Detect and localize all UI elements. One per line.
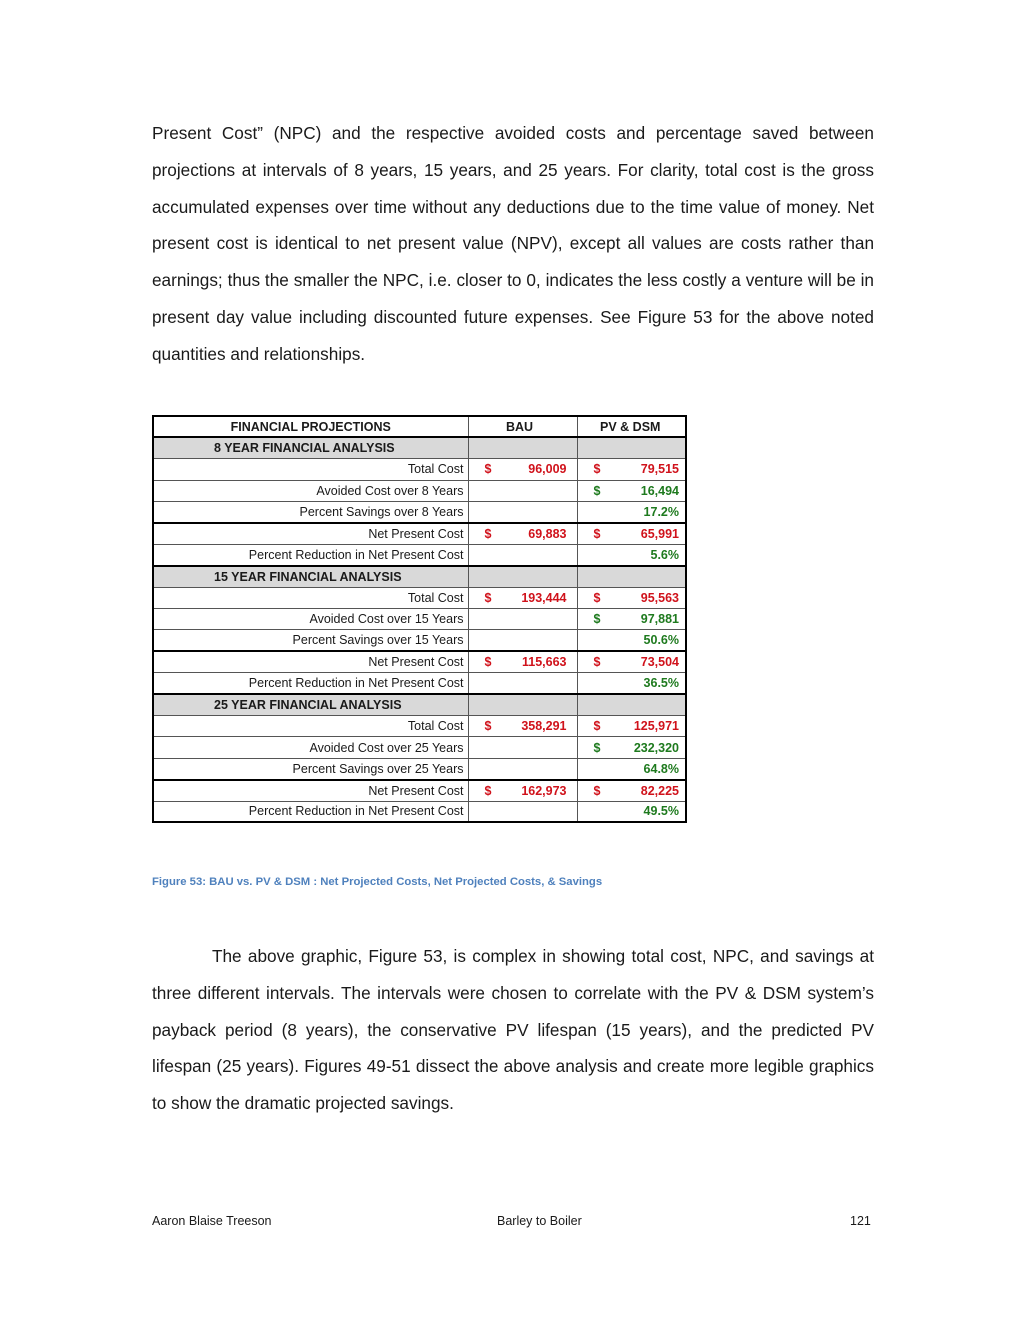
row-label: Percent Savings over 25 Years — [153, 758, 468, 779]
bau-value — [468, 673, 577, 694]
row-label: Total Cost — [153, 459, 468, 480]
row-label: Net Present Cost — [153, 651, 468, 672]
row-label: Avoided Cost over 25 Years — [153, 737, 468, 758]
value: 97,881 — [640, 612, 679, 627]
bau-value — [468, 651, 577, 672]
dollar-sign: $ — [593, 740, 601, 755]
value: 16,494 — [640, 483, 679, 498]
table-row — [153, 673, 686, 694]
section-row-15-year — [153, 566, 686, 587]
bau-value — [468, 737, 577, 758]
header-financial-projections: FINANCIAL PROJECTIONS — [153, 416, 468, 437]
dollar-sign: $ — [593, 526, 601, 541]
header-bau: BAU — [468, 416, 577, 437]
figure-caption: Figure 53: BAU vs. PV & DSM : Net Projected Costs, Net Projected Costs, & Savings — [152, 876, 603, 888]
footer-title: Barley to Boiler — [497, 1214, 582, 1228]
bau-value — [468, 609, 577, 630]
value: 162,973 — [521, 783, 567, 798]
value: 79,515 — [640, 462, 679, 477]
pv-value — [577, 523, 686, 544]
bau-value — [468, 544, 577, 565]
table-row — [153, 587, 686, 608]
pv-value — [577, 587, 686, 608]
section-title: 25 YEAR FINANCIAL ANALYSIS — [153, 694, 468, 715]
body-paragraph-2: The above graphic, Figure 53, is complex in showing total cost, NPC, and savings at three different intervals. The intervals were chosen to correlate with the PV & DSM system’s payback period (8 years), the conservative PV lifespan (15 years), and the predicted PV lifespan (25 years). Figures 49-51 dissect the above analysis and create more legible graphics to show the dramatic projected savings. — [152, 946, 874, 1114]
dollar-sign: $ — [484, 462, 492, 477]
bau-value — [468, 780, 577, 801]
dollar-sign: $ — [484, 719, 492, 734]
bau-value — [468, 630, 577, 651]
bau-value — [468, 587, 577, 608]
pv-value — [577, 737, 686, 758]
pv-value — [577, 480, 686, 501]
pv-value — [577, 715, 686, 736]
table-row — [153, 502, 686, 523]
table-row — [153, 609, 686, 630]
bau-value — [468, 523, 577, 544]
bau-value — [468, 459, 577, 480]
row-label: Net Present Cost — [153, 523, 468, 544]
pv-value: 50.6% — [577, 630, 686, 651]
dollar-sign: $ — [593, 783, 601, 798]
pv-value: 5.6% — [577, 544, 686, 565]
section-title: 15 YEAR FINANCIAL ANALYSIS — [153, 566, 468, 587]
pv-value — [577, 609, 686, 630]
table-row — [153, 715, 686, 736]
pv-value: 17.2% — [577, 502, 686, 523]
section-row-25-year — [153, 694, 686, 715]
dollar-sign: $ — [484, 655, 492, 670]
table-row — [153, 801, 686, 822]
value: 193,444 — [521, 590, 567, 605]
table-row — [153, 758, 686, 779]
table-row — [153, 651, 686, 672]
financial-projections-table — [152, 415, 687, 823]
bau-value — [468, 758, 577, 779]
table-row — [153, 544, 686, 565]
table-row — [153, 480, 686, 501]
dollar-sign: $ — [593, 655, 601, 670]
bau-value — [468, 480, 577, 501]
value: 96,009 — [528, 462, 567, 477]
table-row — [153, 459, 686, 480]
pv-value: 64.8% — [577, 758, 686, 779]
header-pv-dsm: PV & DSM — [577, 416, 686, 437]
row-label: Total Cost — [153, 587, 468, 608]
value: 73,504 — [640, 655, 679, 670]
dollar-sign: $ — [593, 590, 601, 605]
row-label: Percent Savings over 15 Years — [153, 630, 468, 651]
value: 82,225 — [640, 783, 679, 798]
row-label: Avoided Cost over 8 Years — [153, 480, 468, 501]
value: 115,663 — [522, 655, 567, 670]
row-label: Avoided Cost over 15 Years — [153, 609, 468, 630]
dollar-sign: $ — [484, 590, 492, 605]
row-label: Percent Reduction in Net Present Cost — [153, 673, 468, 694]
pv-value — [577, 459, 686, 480]
row-label: Percent Reduction in Net Present Cost — [153, 801, 468, 822]
pv-value — [577, 651, 686, 672]
dollar-sign: $ — [593, 462, 601, 477]
pv-value: 49.5% — [577, 801, 686, 822]
dollar-sign: $ — [593, 719, 601, 734]
row-label: Total Cost — [153, 715, 468, 736]
bau-value — [468, 502, 577, 523]
bau-value — [468, 715, 577, 736]
pv-value — [577, 780, 686, 801]
value: 232,320 — [633, 740, 679, 755]
value: 358,291 — [521, 719, 567, 734]
footer-author: Aaron Blaise Treeson — [152, 1214, 272, 1228]
body-paragraph-1: Present Cost” (NPC) and the respective avoided costs and percentage saved between projections at intervals of 8 years, 15 years, and 25 years. For clarity, total cost is the gross accumulated expenses over time without any deductions due to the time value of money. Net present cost is identical to net present value (NPV), except all values are costs rather than earnings; thus the smaller the NPC, i.e. closer to 0, indicates the less costly a venture will be in present day value including discounted future expenses. See Figure 53 for the above noted quantities and relationships. — [152, 123, 874, 364]
table-row — [153, 737, 686, 758]
table-header-row — [153, 416, 686, 437]
table-row — [153, 630, 686, 651]
row-label: Percent Reduction in Net Present Cost — [153, 544, 468, 565]
value: 65,991 — [640, 526, 679, 541]
row-label: Net Present Cost — [153, 780, 468, 801]
section-title: 8 YEAR FINANCIAL ANALYSIS — [153, 437, 468, 458]
value: 125,971 — [633, 719, 679, 734]
footer-page-number: 121 — [850, 1214, 871, 1228]
pv-value: 36.5% — [577, 673, 686, 694]
bau-value — [468, 801, 577, 822]
section-row-8-year — [153, 437, 686, 458]
value: 95,563 — [640, 590, 679, 605]
table-row — [153, 523, 686, 544]
value: 69,883 — [528, 526, 567, 541]
row-label: Percent Savings over 8 Years — [153, 502, 468, 523]
dollar-sign: $ — [484, 526, 492, 541]
dollar-sign: $ — [484, 783, 492, 798]
table-row — [153, 780, 686, 801]
dollar-sign: $ — [593, 612, 601, 627]
dollar-sign: $ — [593, 483, 601, 498]
